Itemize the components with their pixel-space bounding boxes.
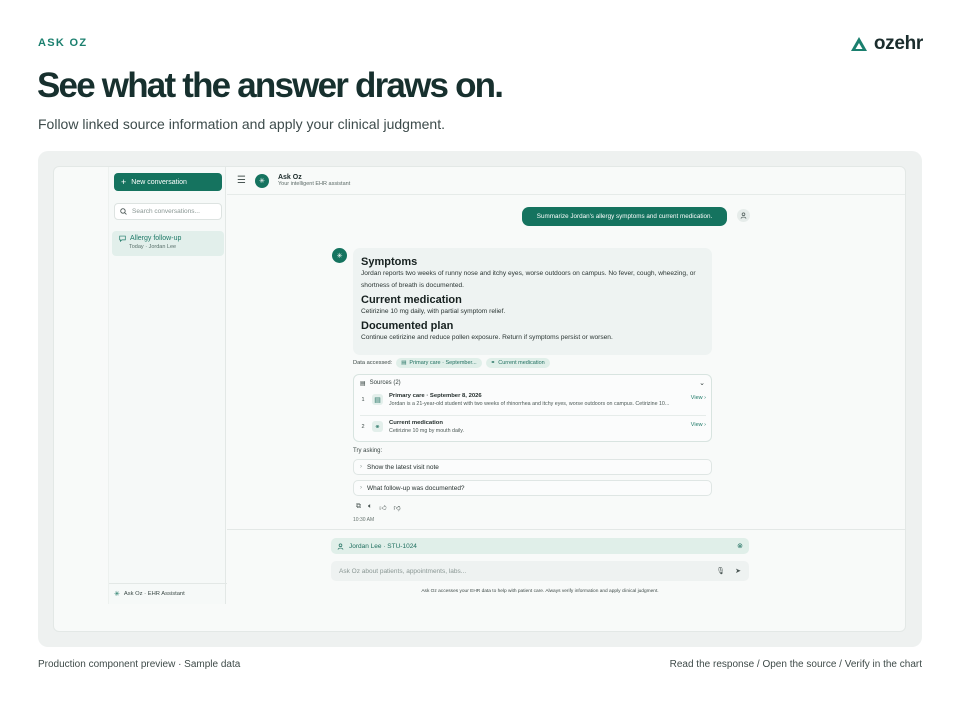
- source-item[interactable]: [360, 393, 706, 407]
- hamburger-menu-icon[interactable]: ☰: [237, 175, 246, 186]
- ask-oz-app: [53, 166, 906, 632]
- sidebar-footer-label: Ask Oz · EHR Assistant: [123, 591, 185, 597]
- view-source-link[interactable]: View ›: [690, 422, 706, 428]
- search-conversations-input[interactable]: [114, 203, 222, 220]
- suggestion-label: Show the latest visit note: [367, 463, 439, 471]
- data-accessed-row: [353, 358, 550, 368]
- answer-heading: Current medication: [361, 294, 462, 306]
- preview-frame: [38, 151, 922, 647]
- try-asking-label: Try asking:: [353, 448, 383, 454]
- conversation-title: Allergy follow-up: [130, 235, 182, 242]
- clear-patient-icon[interactable]: ⊗: [737, 543, 743, 550]
- page-subtitle: Follow linked source information and apply your clinical judgment.: [38, 116, 445, 132]
- message-input-box: [331, 561, 749, 581]
- page-title: See what the answer draws on.: [37, 66, 503, 105]
- plus-icon: +: [121, 176, 127, 187]
- message-actions: [356, 503, 401, 512]
- source-item[interactable]: [360, 415, 706, 434]
- triangle-logo-icon: [850, 36, 868, 52]
- suggestion-label: What follow-up was documented?: [367, 484, 465, 492]
- sparkle-icon: ✳: [114, 591, 120, 598]
- search-placeholder: Search conversations...: [132, 208, 200, 215]
- chat-header: [227, 167, 906, 195]
- link-icon: ⚭: [372, 421, 383, 432]
- sources-title-group[interactable]: [360, 380, 401, 387]
- footer-left-text: Production component preview · Sample data: [38, 659, 241, 670]
- conversation-item[interactable]: [112, 231, 224, 256]
- new-conversation-button[interactable]: [114, 173, 222, 191]
- sources-panel: [353, 374, 712, 442]
- user-avatar-icon: [737, 209, 750, 222]
- answer-heading: Symptoms: [361, 256, 418, 268]
- answer-text: Cetirizine 10 mg daily, with partial symptom relief.: [361, 308, 506, 315]
- data-chip-label: Current medication: [498, 360, 545, 366]
- suggestion-button[interactable]: [353, 459, 712, 475]
- answer-text: Jordan reports two weeks of runny nose and itchy eyes, worse outdoors on campus. No fever, cough, wheezing, or shortness of breath is documented.: [361, 270, 696, 289]
- data-chip-label: Primary care · September...: [409, 360, 477, 366]
- view-source-link[interactable]: View ›: [690, 395, 706, 401]
- thumbs-down-icon[interactable]: 👎︎: [393, 505, 401, 512]
- copy-icon[interactable]: ⧉: [356, 503, 361, 510]
- sources-title: Sources (2): [369, 380, 401, 386]
- answer-heading: Documented plan: [361, 320, 454, 332]
- source-number: 2: [361, 424, 365, 430]
- speaker-icon[interactable]: 🔈︎: [368, 503, 373, 510]
- composer-area: [227, 529, 906, 604]
- logo-text: ozehr: [873, 33, 923, 54]
- source-title: Current medication: [389, 420, 444, 426]
- data-chip[interactable]: [396, 358, 481, 368]
- source-description: Cetirizine 10 mg by mouth daily.: [389, 428, 464, 434]
- oz-logo-icon: ✳: [255, 174, 269, 188]
- send-icon[interactable]: ➤: [735, 568, 741, 575]
- disclaimer-text: Ask Oz accesses your EHR data to help with patient care. Always verify information and apply clinical judgment.: [421, 589, 659, 594]
- link-icon: ⚭: [490, 360, 496, 366]
- new-conversation-label: New conversation: [131, 178, 187, 186]
- source-description: Jordan is a 21-year-old student with two weeks of rhinorrhea and itchy eyes, worse outdoors on campus. Cetirizine 10...: [389, 401, 670, 407]
- sidebar: [108, 167, 226, 604]
- suggestion-button[interactable]: [353, 480, 712, 496]
- answer-text: Continue cetirizine and reduce pollen exposure. Return if symptoms persist or worsen.: [361, 334, 613, 341]
- user-message: Summarize Jordan's allergy symptoms and current medication.: [522, 207, 727, 226]
- chevron-right-icon: ›: [360, 485, 362, 491]
- user-icon: [337, 543, 344, 550]
- header-title: Ask Oz: [277, 173, 302, 181]
- source-title: Primary care · September 8, 2026: [389, 393, 482, 399]
- source-number: 1: [361, 397, 365, 403]
- eyebrow-label: ASK OZ: [38, 37, 88, 49]
- sidebar-footer: [109, 583, 227, 604]
- conversation-subtitle: Today · Jordan Lee: [129, 244, 177, 250]
- chevron-down-icon[interactable]: ⌄: [699, 380, 705, 387]
- patient-context-bar[interactable]: [331, 538, 749, 554]
- chat-bubble-icon: [119, 235, 126, 242]
- document-icon: ▤: [372, 394, 383, 405]
- patient-label: Jordan Lee · STU-1024: [349, 542, 417, 550]
- document-icon: ▤: [360, 380, 366, 387]
- assistant-answer: [353, 248, 712, 355]
- document-icon: ▤: [401, 360, 407, 366]
- message-input[interactable]: [339, 568, 679, 575]
- data-chip[interactable]: [486, 358, 550, 368]
- thumbs-up-icon[interactable]: 👍︎: [379, 505, 387, 512]
- search-icon: [120, 208, 127, 215]
- assistant-avatar-icon: ✳: [332, 248, 347, 263]
- brand-logo: [850, 33, 923, 55]
- footer-right-text: Read the response / Open the source / Verify in the chart: [669, 659, 922, 670]
- microphone-icon[interactable]: 🎙︎: [716, 568, 726, 575]
- chevron-right-icon: ›: [360, 464, 362, 470]
- data-accessed-label: Data accessed:: [353, 360, 393, 366]
- header-subtitle: Your intelligent EHR assistant: [277, 181, 351, 188]
- message-timestamp: 10:30 AM: [353, 517, 375, 523]
